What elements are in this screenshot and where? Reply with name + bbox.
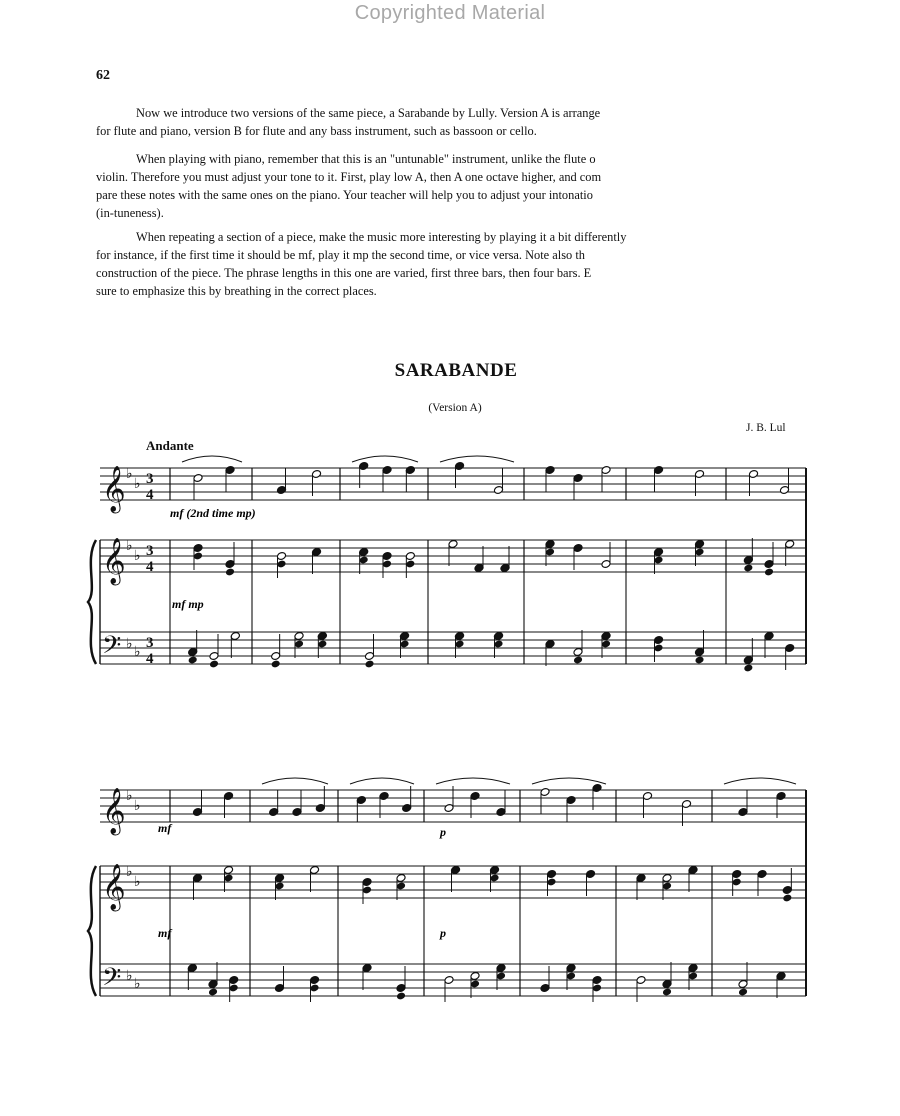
flat-icon: ♭ bbox=[126, 864, 133, 880]
piece-version: (Version A) bbox=[428, 402, 482, 414]
clefs bbox=[102, 466, 154, 998]
slur bbox=[436, 778, 510, 784]
note-head bbox=[662, 988, 672, 997]
slur bbox=[182, 456, 242, 462]
paragraph-line: When repeating a section of a piece, make the music more interesting by playing it a bit differently bbox=[136, 230, 627, 244]
treble-clef-icon: 𝄞 bbox=[102, 538, 126, 584]
flat-icon: ♭ bbox=[126, 466, 133, 482]
time-signature: 3 bbox=[146, 543, 154, 559]
brace bbox=[88, 540, 96, 664]
notes bbox=[182, 456, 796, 1002]
dynamic-piano-1: mf mp bbox=[172, 597, 204, 611]
note-head bbox=[782, 894, 792, 903]
piece-title: SARABANDE bbox=[394, 360, 518, 381]
treble-clef-icon: 𝄞 bbox=[102, 466, 126, 512]
paragraph-line: for instance, if the first time it should be mf, play it mp the second time, or vice versa. Note also th bbox=[96, 248, 585, 262]
note-head bbox=[209, 660, 219, 669]
slur bbox=[350, 778, 414, 784]
note-head bbox=[694, 656, 704, 665]
copyright-watermark: Copyrighted Material bbox=[354, 2, 546, 24]
bass-clef-icon: 𝄢 bbox=[102, 631, 122, 666]
dynamic-flute-2b: p bbox=[440, 825, 446, 839]
dynamic-flute-2: mf bbox=[158, 821, 172, 835]
dynamic-flute-1: mf (2nd time mp) bbox=[170, 506, 256, 520]
flat-icon: ♭ bbox=[134, 874, 141, 890]
note-head bbox=[396, 992, 406, 1001]
flat-icon: ♭ bbox=[126, 968, 133, 984]
flat-icon: ♭ bbox=[134, 548, 141, 564]
note-head bbox=[225, 568, 235, 577]
treble-clef-icon: 𝄞 bbox=[102, 864, 126, 910]
flat-icon: ♭ bbox=[126, 636, 133, 652]
dynamic-piano-2: mf bbox=[158, 926, 172, 940]
note-head bbox=[188, 656, 198, 665]
slur bbox=[532, 778, 606, 784]
paragraph-line: (in-tuneness). bbox=[96, 206, 164, 220]
paragraph-line: When playing with piano, remember that this is an "untunable" instrument, unlike the flute o bbox=[136, 152, 596, 166]
tempo-marking: Andante bbox=[146, 438, 194, 453]
brace bbox=[88, 866, 96, 996]
time-signature: 3 bbox=[146, 635, 154, 651]
composer-name: J. B. Lul bbox=[746, 422, 786, 434]
paragraph-line: construction of the piece. The phrase lengths in this one are varied, first three bars, then four bars. E bbox=[96, 266, 592, 280]
flat-icon: ♭ bbox=[126, 788, 133, 804]
flat-icon: ♭ bbox=[134, 798, 141, 814]
treble-clef-icon: 𝄞 bbox=[102, 788, 126, 834]
time-signature: 4 bbox=[146, 651, 154, 667]
time-signature: 4 bbox=[146, 559, 154, 575]
note-head bbox=[743, 564, 753, 573]
flat-icon: ♭ bbox=[126, 538, 133, 554]
slur bbox=[724, 778, 796, 784]
flat-icon: ♭ bbox=[134, 644, 141, 660]
bass-clef-icon: 𝄢 bbox=[102, 963, 122, 998]
paragraph-line: Now we introduce two versions of the same piece, a Sarabande by Lully. Version A is arrange bbox=[136, 106, 601, 120]
dynamic-piano-2b: p bbox=[440, 926, 446, 940]
slur bbox=[262, 778, 328, 784]
paragraph-line: violin. Therefore you must adjust your tone to it. First, play low A, then A one octave higher, and com bbox=[96, 170, 602, 184]
time-signature: 3 bbox=[146, 471, 154, 487]
note-head bbox=[738, 988, 748, 997]
slur bbox=[440, 456, 514, 462]
paragraph-line: sure to emphasize this by breathing in the correct places. bbox=[96, 284, 377, 298]
time-signature: 4 bbox=[146, 487, 154, 503]
note-head bbox=[743, 664, 753, 673]
slur bbox=[352, 456, 418, 462]
paragraph-line: pare these notes with the same ones on the piano. Your teacher will help you to adjust your intonatio bbox=[96, 188, 593, 202]
note-head bbox=[208, 988, 218, 997]
note-head bbox=[364, 660, 374, 669]
note-head bbox=[573, 656, 583, 665]
page-number: 62 bbox=[96, 68, 110, 83]
flat-icon: ♭ bbox=[134, 976, 141, 992]
flat-icon: ♭ bbox=[134, 476, 141, 492]
note-head bbox=[271, 660, 281, 669]
note-head bbox=[764, 568, 774, 577]
paragraph-line: for flute and piano, version B for flute and any bass instrument, such as bassoon or cello. bbox=[96, 124, 537, 138]
